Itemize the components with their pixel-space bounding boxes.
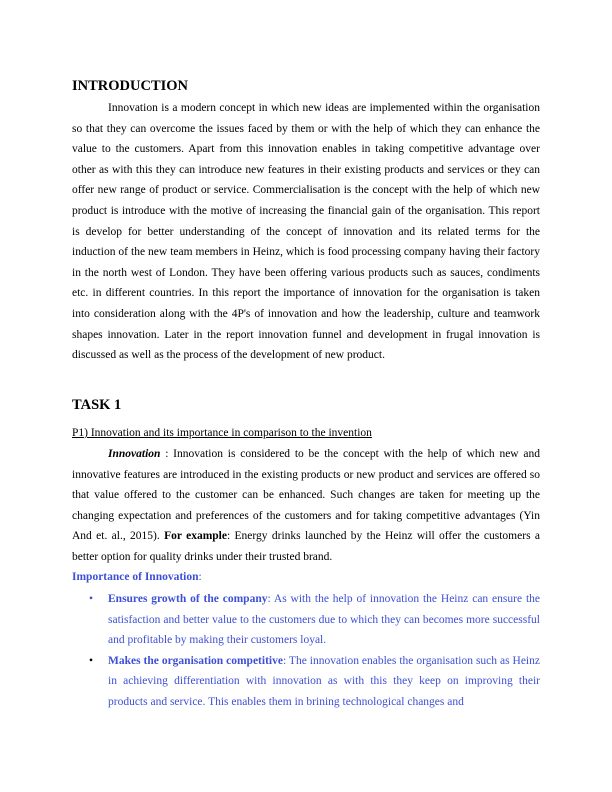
bullet-title: Makes the organisation competitive — [108, 654, 283, 667]
importance-list — [72, 589, 540, 713]
definition-text: : Innovation is considered to be the concept with the help of which new and innovative features are introduced in the existing products or new product and services are offered so that value offered to the customer can be enhanced. Such changes are taken for meeting up the changing expectation and preferences of the customers and for taking competitive advantages (Yin And et. al., 2015). — [72, 448, 540, 543]
bullet-icon: • — [89, 593, 94, 605]
intro-paragraph: Innovation is a modern concept in which new ideas are implemented within the organisation so that they can overcome the issues faced by them or with the help of which they can enhance the value to the customers. Apart from this innovation enables in taking competitive advantage over other as with this they can introduce new features in their existing products and services or they can offer new range of product or service. Commercialisation is the concept with the help of which new product is introduce with the motive of increasing the financial gain of the organisation. This report is develop for better understanding of the concept of innovation and its related terms for the induction of the new team members in Heinz, which is food processing company having their factory in the north west of London. They have been offering various products such as sauces, condiments etc. in different countries. In this report the importance of innovation for the organisation is taken into consideration along with the 4P's of innovation and how the leadership, culture and teamwork shapes innovation. Later in the report innovation funnel and development in frugal innovation is discussed as well as the process of the development of new product. — [72, 102, 540, 362]
task1-heading: TASK 1 — [72, 397, 122, 413]
bullet-icon: • — [89, 654, 94, 667]
importance-heading — [72, 571, 202, 583]
importance-label: Importance of Innovation — [72, 571, 199, 583]
example-label: For example — [164, 530, 227, 543]
intro-heading: INTRODUCTION — [72, 78, 189, 94]
task1-subheading: P1) Innovation and its importance in comparison to the invention — [72, 427, 372, 439]
bullet-text: : As with the help of innovation the Heinz can ensure the satisfaction and better value to the customers due to which they can becomes more successful and profitable by making their customers loyal. — [108, 593, 540, 647]
bullet-title: Ensures growth of the company — [108, 593, 268, 605]
importance-colon: : — [198, 571, 202, 583]
example-text: : Energy drinks launched by the Heinz will offer the customers a better option for quality drinks under their trusted brand. — [72, 530, 540, 563]
list-item — [72, 651, 540, 713]
definition-term: Innovation — [108, 448, 161, 460]
definition-paragraph — [72, 444, 540, 568]
list-item — [72, 589, 540, 651]
bullet-text: : The innovation enables the organisation such as Heinz in achieving differentiation with innovation as with this they keep on improving their products and service. This enables them in brining technological changes and — [108, 654, 540, 708]
